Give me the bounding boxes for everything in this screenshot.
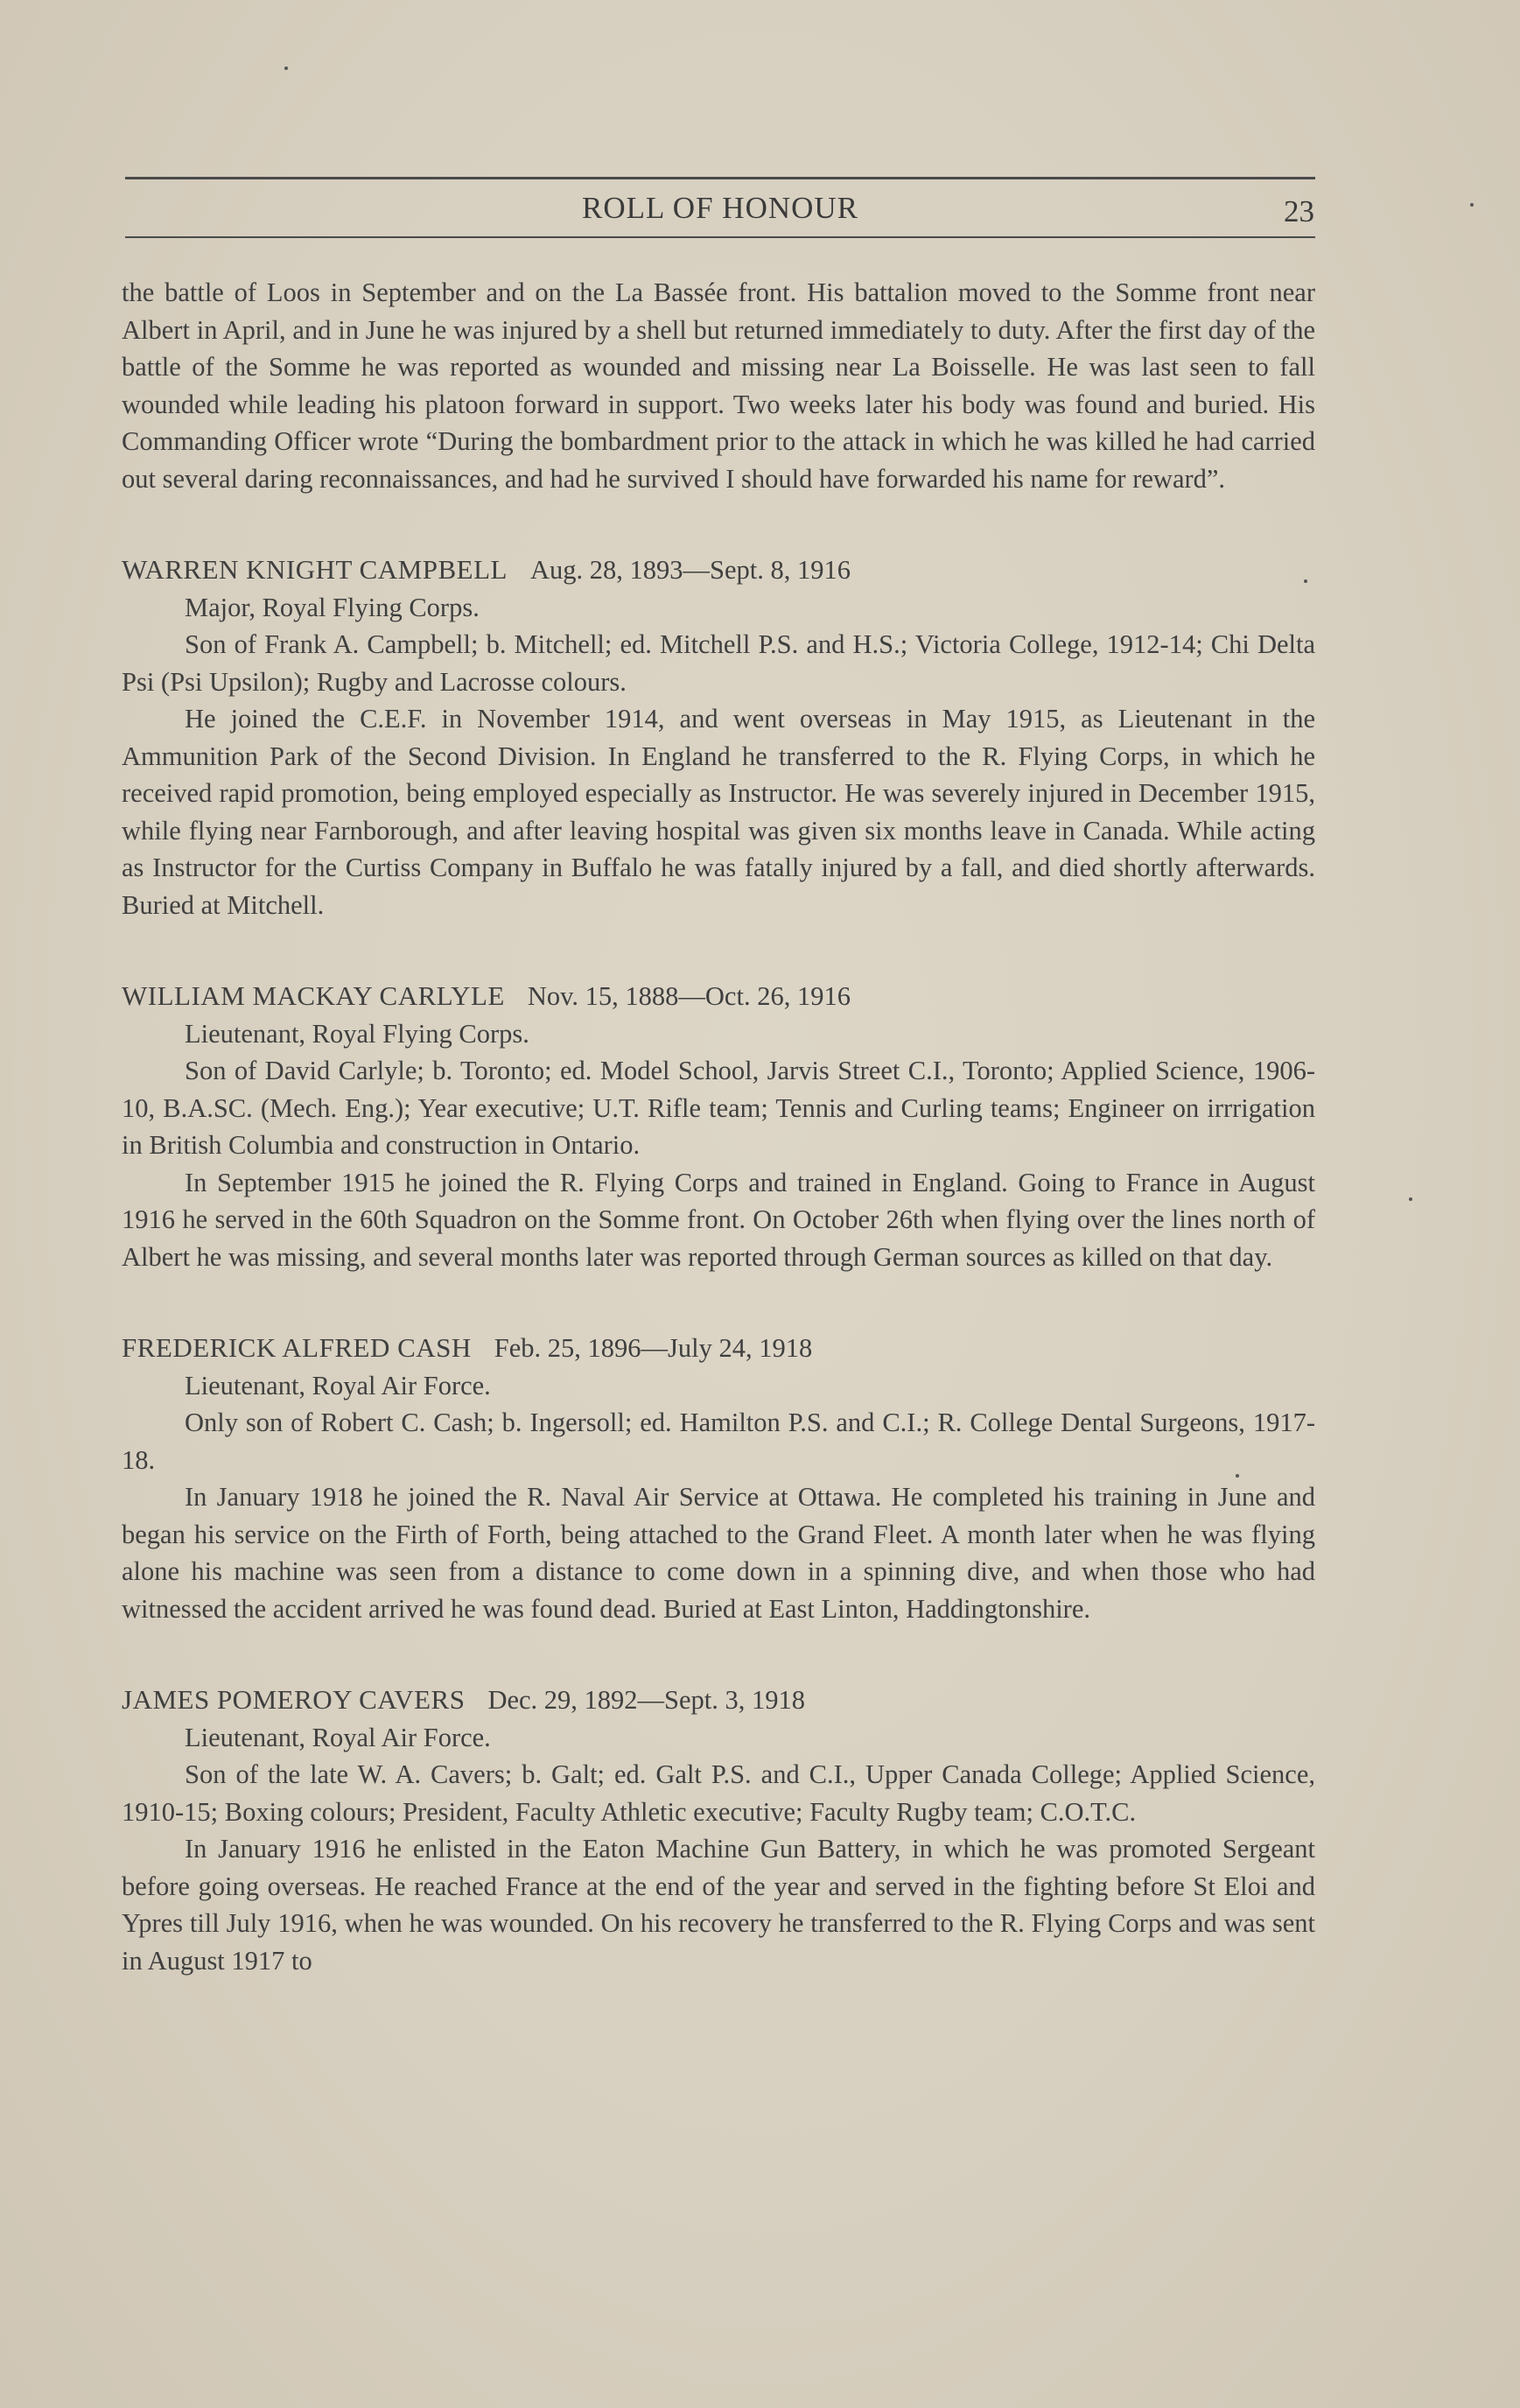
entry-cavers bbox=[122, 1681, 1315, 1979]
entry-dates: Dec. 29, 1892—Sept. 3, 1918 bbox=[487, 1685, 806, 1715]
header-rule-top bbox=[125, 177, 1315, 179]
entry-heading bbox=[122, 551, 1315, 589]
paper-speck bbox=[1470, 203, 1474, 207]
entry-paragraph: He joined the C.E.F. in November 1914, and went overseas in May 1915, as Lieutenant in the Ammunition Park of the Second Division. In England he transferred to the R. Flying Corps, in which he received rapid promotion, being employed especially as Instructor. He was severely injured in December 1915, while flying near Farnborough, and after leaving hospital was given six months leave in Canada. While acting as Instructor for the Curtiss Company in Buffalo he was fatally injured by a fall, and died shortly afterwards. Buried at Mitchell. bbox=[122, 704, 1315, 920]
entry-rank: Major, Royal Flying Corps. bbox=[185, 592, 480, 622]
entry-name: JAMES POMEROY CAVERS bbox=[122, 1684, 466, 1715]
entry-rank: Lieutenant, Royal Flying Corps. bbox=[185, 1018, 529, 1049]
entry-cash bbox=[122, 1330, 1315, 1627]
paper-speck bbox=[284, 67, 288, 70]
entry-paragraph: Only son of Robert C. Cash; b. Ingersoll; ed. Hamilton P.S. and C.I.; R. College Dental Surgeons, 1917-18. bbox=[122, 1408, 1315, 1475]
paper-speck bbox=[1236, 1474, 1239, 1478]
header-rule-bottom bbox=[125, 236, 1315, 238]
entry-dates: Feb. 25, 1896—July 24, 1918 bbox=[494, 1333, 813, 1363]
entry-name: WILLIAM MACKAY CARLYLE bbox=[122, 980, 505, 1011]
page-body bbox=[122, 274, 1315, 1979]
paper-speck bbox=[1409, 1197, 1412, 1201]
entry-paragraph: In January 1916 he enlisted in the Eaton Machine Gun Battery, in which he was promoted Sergeant before going overseas. He reached France at the end of the year and served in the fighting before St Eloi and Ypres till July 1916, when he was wounded. On his recovery he transferred to the R. Flying Corps and was sent in August 1917 to bbox=[122, 1834, 1315, 1976]
paper-speck bbox=[1304, 579, 1307, 583]
running-head: ROLL OF HONOUR bbox=[581, 191, 859, 225]
entry-rank: Lieutenant, Royal Air Force. bbox=[185, 1722, 491, 1752]
entry-paragraph: Son of Frank A. Campbell; b. Mitchell; ed. Mitchell P.S. and H.S.; Victoria College, 1912-14; Chi Delta Psi (Psi Upsilon); Rugby and Lacrosse colours. bbox=[122, 629, 1315, 697]
entry-dates: Aug. 28, 1893—Sept. 8, 1916 bbox=[530, 555, 851, 585]
entry-heading bbox=[122, 1330, 1315, 1367]
entry-name: WARREN KNIGHT CAMPBELL bbox=[122, 554, 508, 585]
entry-heading bbox=[122, 978, 1315, 1015]
entry-paragraph: In September 1915 he joined the R. Flying Corps and trained in England. Going to France in August 1916 he served in the 60th Squadron on the Somme front. On October 26th when flying over the lines north of Albert he was missing, and several months later was reported through German sources as killed on that day. bbox=[122, 1167, 1315, 1272]
entry-paragraph: Son of the late W. A. Cavers; b. Galt; ed. Galt P.S. and C.I., Upper Canada College; Applied Science, 1910-15; Boxing colours; President, Faculty Athletic executive; Faculty Rugby team; C.O.T.C. bbox=[122, 1759, 1315, 1827]
entry-paragraph: In January 1918 he joined the R. Naval Air Service at Ottawa. He completed his training in June and began his service on the Firth of Forth, being attached to the Grand Fleet. A month later when he was flying alone his machine was seen from a distance to come down in a spinning dive, and when those who had witnessed the accident arrived he was found dead. Buried at East Linton, Haddingtonshire. bbox=[122, 1482, 1315, 1624]
entry-heading bbox=[122, 1681, 1315, 1719]
entry-dates: Nov. 15, 1888—Oct. 26, 1916 bbox=[527, 981, 851, 1011]
entry-name: FREDERICK ALFRED CASH bbox=[122, 1332, 472, 1363]
page-number: 23 bbox=[1284, 194, 1314, 228]
entry-paragraph: Son of David Carlyle; b. Toronto; ed. Model School, Jarvis Street C.I., Toronto; Applied Science, 1906-10, B.A.SC. (Mech. Eng.); Year executive; U.T. Rifle team; Tennis and Curling teams; Engineer on irrrigation in British Columbia and construction in Ontario. bbox=[122, 1056, 1315, 1160]
continuation-paragraph: the battle of Loos in September and on the La Bassée front. His battalion moved to the Somme front near Albert in April, and in June he was injured by a shell but returned immediately to duty. After the first day of the battle of the Somme he was reported as wounded and missing near La Boisselle. He was last seen to fall wounded while leading his platoon forward in support. Two weeks later his body was found and buried. His Commanding Officer wrote “During the bombardment prior to the attack in which he was killed he had carried out several daring reconnaissances, and had he survived I should have forwarded his name for reward”. bbox=[122, 277, 1315, 494]
entry-campbell bbox=[122, 551, 1315, 923]
entry-carlyle bbox=[122, 978, 1315, 1275]
entry-rank: Lieutenant, Royal Air Force. bbox=[185, 1370, 491, 1401]
